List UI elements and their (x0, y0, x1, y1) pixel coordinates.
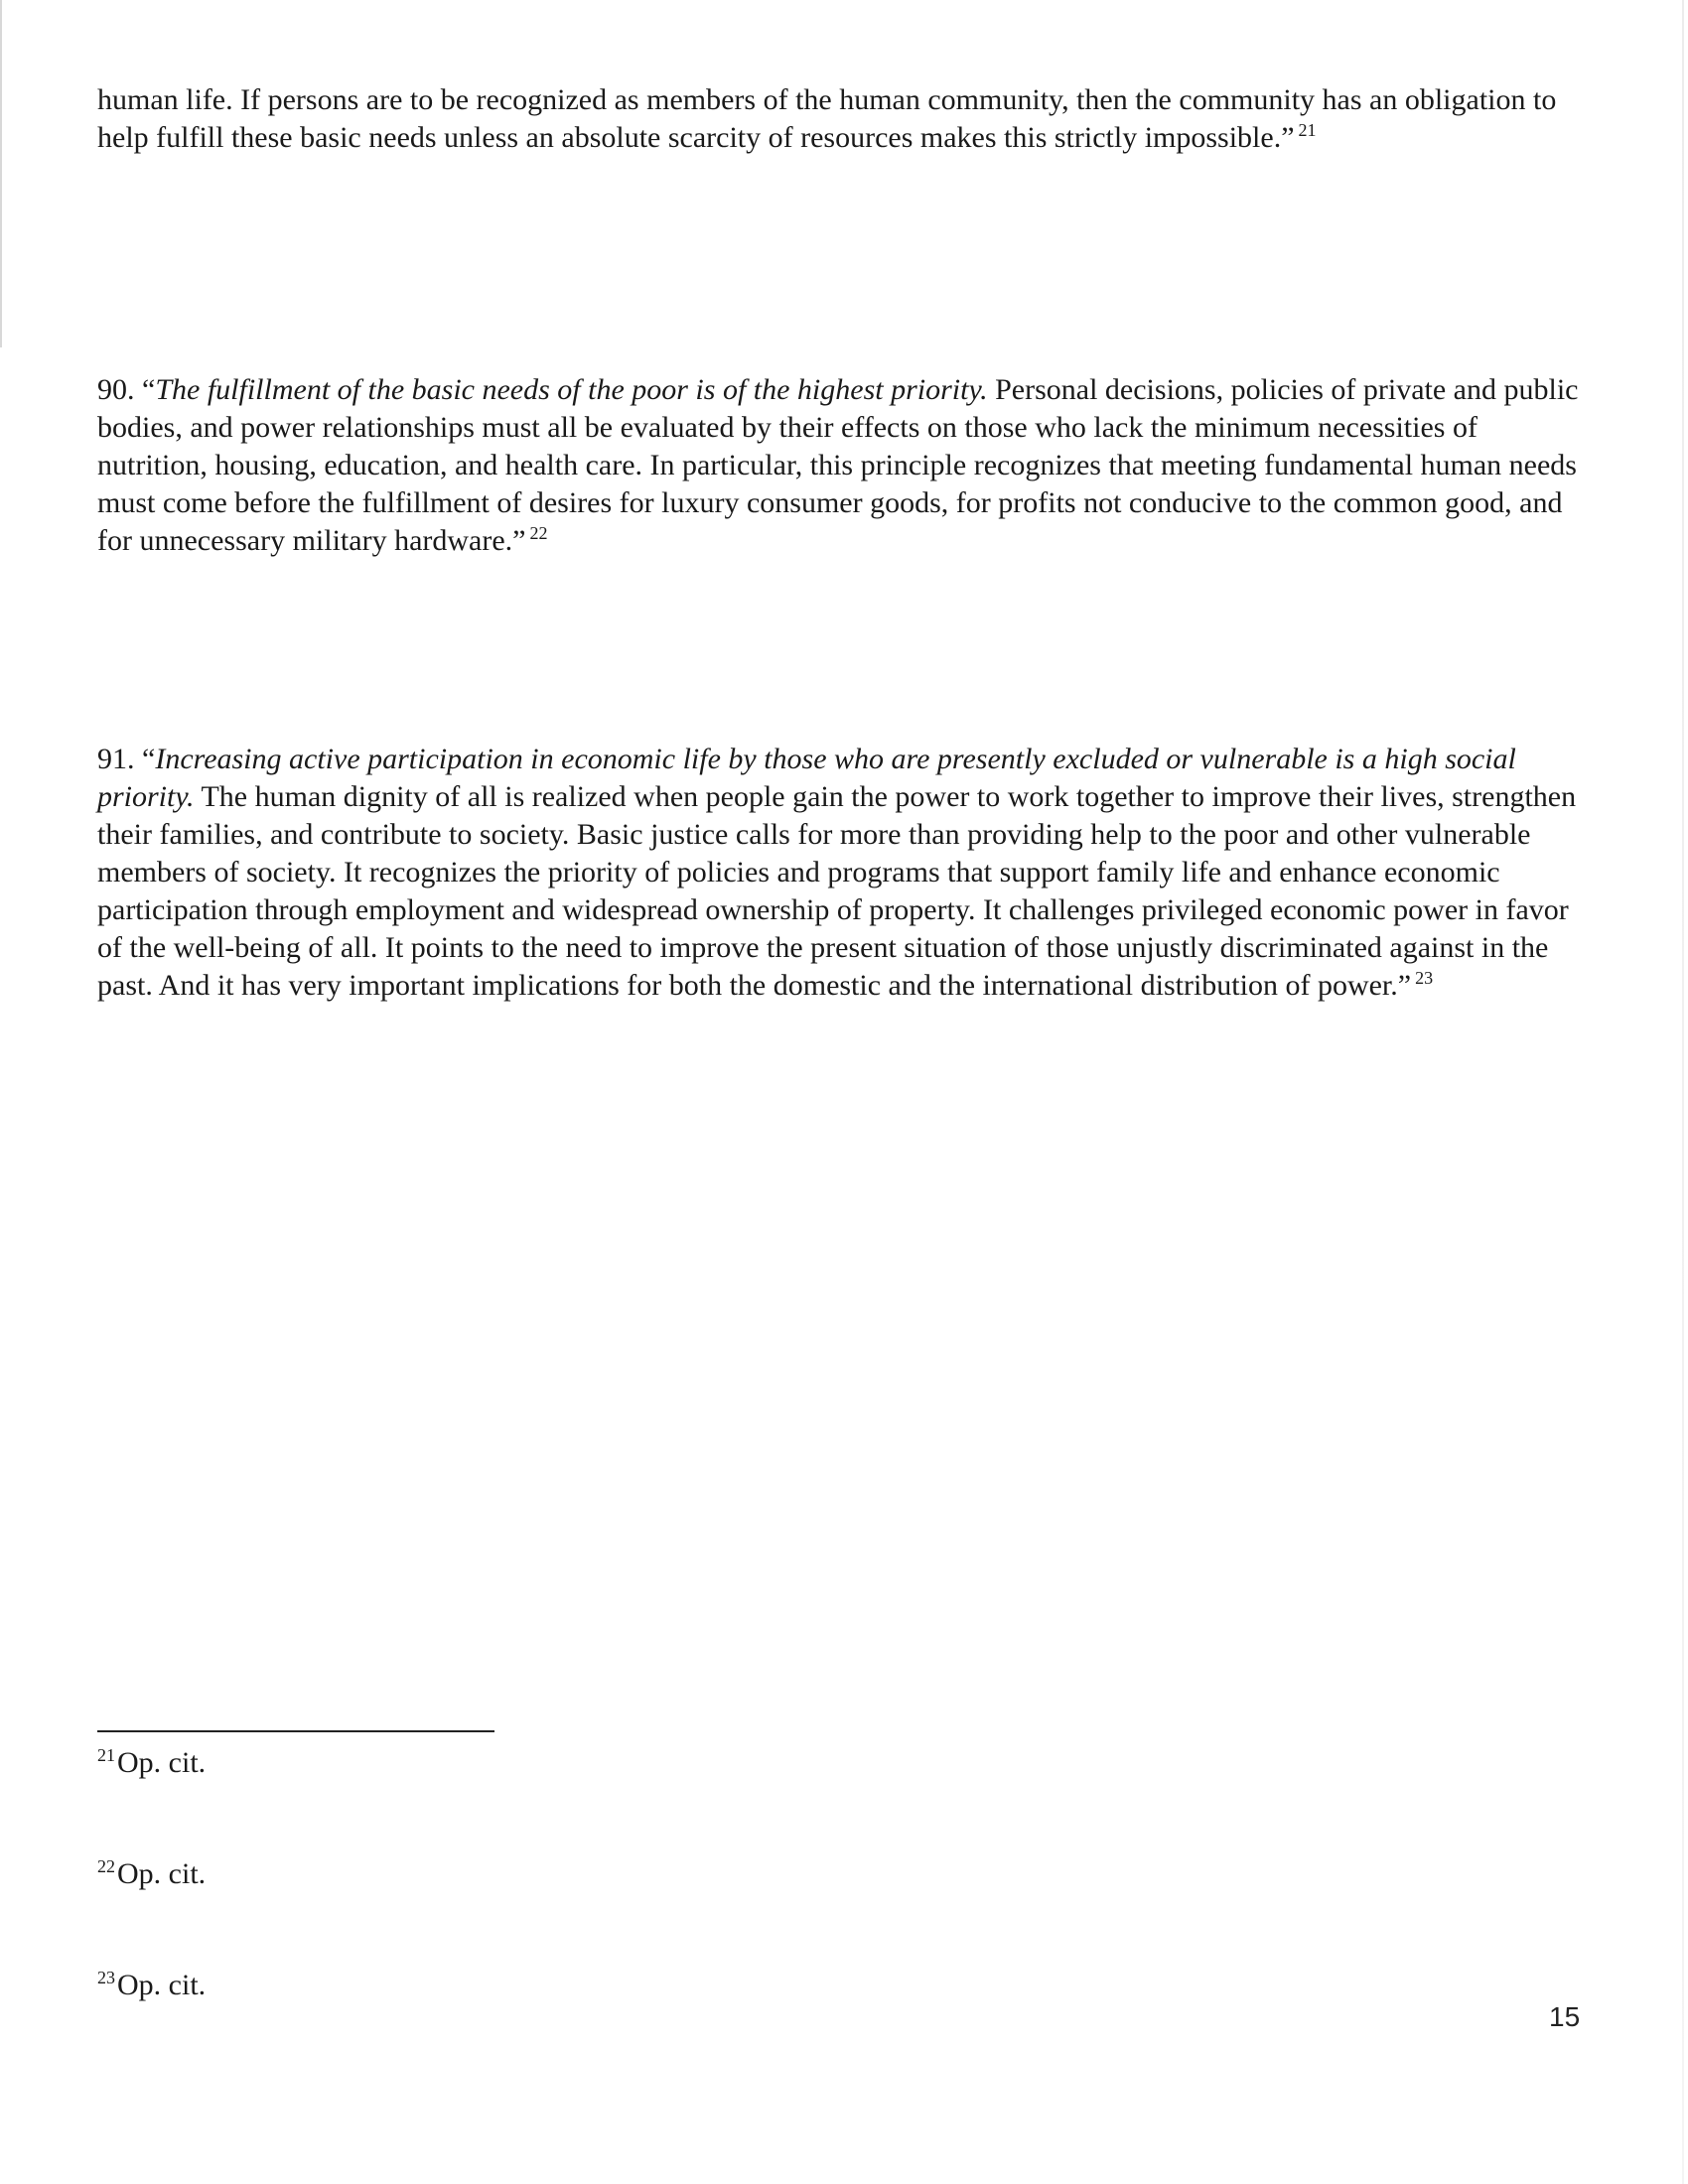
paragraph-number: 91. (97, 743, 135, 775)
footnote-separator (97, 1730, 494, 1732)
paragraph-90 (97, 371, 1587, 560)
footnote-23 (97, 1968, 206, 2003)
open-quote: “ (142, 373, 156, 406)
footnote-text: Op. cit. (117, 1857, 207, 1890)
paragraph-body: The human dignity of all is realized when people gain the power to work together to improve their lives, strengthen their families, and contribute to society. Basic justice calls for more than providing help to the poor and other vulnerable members of society. It recognizes the priority of policies and programs that support family life and enhance economic participation through employment and widespread ownership of property. It challenges privileged economic power in favor of the well-being of all. It points to the need to improve the present situation of those unjustly discriminated against in the past. And it has very important implications for both the domestic and the international distribution of power.” (97, 780, 1577, 1002)
footnote-ref-23[interactable]: 23 (1415, 968, 1434, 988)
paragraph-lead-italic: The fulfillment of the basic needs of the poor is of the highest priority. (155, 373, 988, 406)
paragraph-text: human life. If persons are to be recognized as members of the human community, then the community has an obligation to help fulfill these basic needs unless an absolute scarcity of resources makes this strictly impossible.” (97, 83, 1557, 154)
open-quote: “ (142, 743, 156, 775)
page-number: 15 (1549, 2001, 1581, 2032)
footnote-22 (97, 1856, 206, 1892)
scan-edge-left (0, 0, 2, 347)
footnote-marker: 23 (97, 1968, 115, 1987)
footnote-text: Op. cit. (117, 1969, 207, 2001)
footnote-marker: 22 (97, 1856, 115, 1876)
footnote-ref-22[interactable]: 22 (529, 523, 548, 543)
paragraph-lead-italic: Increasing active participation in economic life by those who are presently excluded or vulnerable is a high social priority. (97, 743, 1516, 813)
footnote-marker: 21 (97, 1745, 115, 1765)
scan-edge-right (1682, 0, 1684, 2184)
paragraph-91 (97, 741, 1587, 1005)
footnote-text: Op. cit. (117, 1746, 207, 1779)
footnote-21 (97, 1745, 206, 1781)
paragraph-body: Personal decisions, policies of private and public bodies, and power relationships must all be evaluated by their effects on those who lack the minimum necessities of nutrition, housing, education, and health care. In particular, this principle recognizes that meeting fundamental human needs must come before the fulfillment of desires for luxury consumer goods, for profits not conducive to the common good, and for unnecessary military hardware.” (97, 373, 1579, 557)
footnote-ref-21[interactable]: 21 (1298, 120, 1317, 140)
paragraph-number: 90. (97, 373, 135, 406)
paragraph-continuation (97, 81, 1587, 157)
